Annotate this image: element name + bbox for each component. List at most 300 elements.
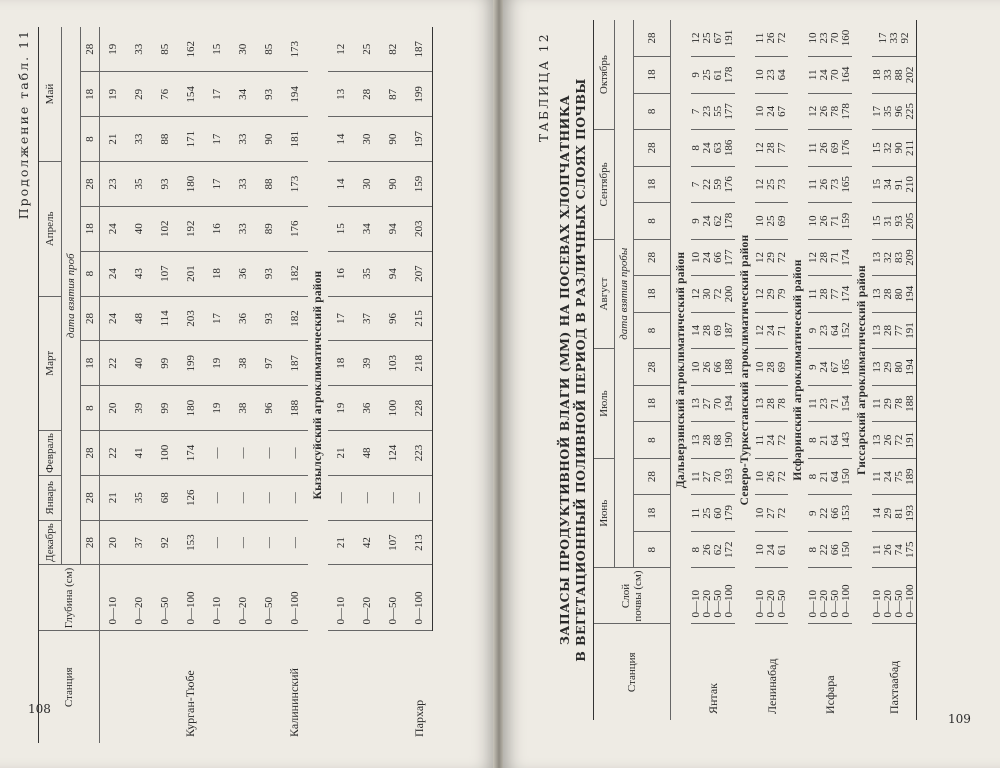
value-cell: 14 xyxy=(328,162,354,207)
depth-cell: 0—10 xyxy=(328,565,354,631)
page-number-left: 108 xyxy=(28,702,51,716)
depth-cell: 0—20 xyxy=(230,565,256,631)
table-row xyxy=(691,20,735,720)
value-cell: — xyxy=(354,475,380,520)
sampling-label: дата взятия проб xyxy=(62,27,81,565)
day-header: 28 xyxy=(81,475,100,520)
value-cell: 17 33 92 xyxy=(872,20,917,57)
value-cell: 11 24 70 164 xyxy=(808,57,852,94)
value-cell: 40 xyxy=(126,206,152,251)
value-cell: 187 xyxy=(282,341,308,386)
month-header: Февраль xyxy=(39,431,62,476)
value-cell: 10 27 72 xyxy=(755,495,788,532)
value-cell: 9 24 62 178 xyxy=(691,203,735,240)
month-header: Декабрь xyxy=(39,520,62,565)
value-cell: 85 xyxy=(256,27,282,72)
value-cell: 8 26 62 172 xyxy=(691,531,735,568)
value-cell: 103 xyxy=(380,341,406,386)
page-number-right: 109 xyxy=(948,712,971,726)
day-header: 28 xyxy=(81,162,100,207)
value-cell: 35 xyxy=(126,162,152,207)
value-cell: 93 xyxy=(256,251,282,296)
day-header: 8 xyxy=(634,312,671,349)
value-cell: 17 xyxy=(328,296,354,341)
value-cell: 11 23 71 154 xyxy=(808,385,852,422)
value-cell: — xyxy=(282,520,308,565)
value-cell: 33 xyxy=(230,162,256,207)
value-cell: 223 xyxy=(406,431,433,476)
value-cell: 188 xyxy=(282,386,308,431)
value-cell: 10 24 67 xyxy=(755,93,788,130)
value-cell: 180 xyxy=(178,386,204,431)
value-cell: 25 xyxy=(354,27,380,72)
value-cell: 201 xyxy=(178,251,204,296)
region-row xyxy=(852,20,872,720)
day-header: 28 xyxy=(634,349,671,386)
value-cell: 19 xyxy=(328,386,354,431)
value-cell: 100 xyxy=(380,386,406,431)
month-header: Июль xyxy=(594,349,615,459)
value-cell: 36 xyxy=(230,251,256,296)
depth-cell: 0—100 xyxy=(178,565,204,631)
value-cell: — xyxy=(328,475,354,520)
day-header: 28 xyxy=(81,520,100,565)
value-cell: 213 xyxy=(406,520,433,565)
value-cell: 29 xyxy=(126,72,152,117)
table-caption-line2: В ВЕГЕТАЦИОННЫЙ ПОЛИВНОЙ ПЕРИОД В РАЗЛИЧНЫХ СЛОЯХ ПОЧВЫ xyxy=(573,78,588,662)
layer-cell: 0—10 0—20 0—50 xyxy=(755,568,788,624)
table-11-continued xyxy=(38,27,433,743)
value-cell: 12 28 77 xyxy=(755,130,788,167)
value-cell: 13 28 77 191 xyxy=(872,312,917,349)
day-header: 8 xyxy=(634,531,671,568)
value-cell: 182 xyxy=(282,251,308,296)
value-cell: 13 29 80 194 xyxy=(872,349,917,386)
value-cell: 218 xyxy=(406,341,433,386)
value-cell: 8 22 66 150 xyxy=(808,531,852,568)
value-cell: 15 32 90 211 xyxy=(872,130,917,167)
value-cell: 10 23 64 xyxy=(755,57,788,94)
value-cell: 171 xyxy=(178,117,204,162)
value-cell: 43 xyxy=(126,251,152,296)
value-cell: 16 xyxy=(328,251,354,296)
station-name: Пахтаабад xyxy=(872,624,917,720)
value-cell: 10 25 69 xyxy=(755,203,788,240)
value-cell: 154 xyxy=(178,72,204,117)
value-cell: 15 xyxy=(328,206,354,251)
value-cell: 38 xyxy=(230,386,256,431)
value-cell: 215 xyxy=(406,296,433,341)
day-header: 8 xyxy=(81,117,100,162)
value-cell: 96 xyxy=(256,386,282,431)
value-cell: 21 xyxy=(100,117,127,162)
day-header: 18 xyxy=(81,206,100,251)
value-cell: 34 xyxy=(354,206,380,251)
value-cell: 99 xyxy=(152,386,178,431)
day-header: 8 xyxy=(81,386,100,431)
value-cell: 90 xyxy=(256,117,282,162)
value-cell: 153 xyxy=(178,520,204,565)
value-cell: 15 xyxy=(204,27,230,72)
value-cell: 96 xyxy=(380,296,406,341)
value-cell: 18 xyxy=(204,251,230,296)
value-cell: 7 23 55 177 xyxy=(691,93,735,130)
value-cell: 15 31 93 205 xyxy=(872,203,917,240)
value-cell: 12 28 71 174 xyxy=(808,239,852,276)
value-cell: 90 xyxy=(380,117,406,162)
value-cell: 9 23 64 152 xyxy=(808,312,852,349)
region-title: Гиссарский агроклиматический район xyxy=(856,265,868,475)
value-cell: 68 xyxy=(152,475,178,520)
value-cell: 37 xyxy=(354,296,380,341)
value-cell: 173 xyxy=(282,27,308,72)
value-cell: — xyxy=(204,431,230,476)
value-cell: 207 xyxy=(406,251,433,296)
value-cell: 17 xyxy=(204,296,230,341)
value-cell: 33 xyxy=(126,117,152,162)
day-header: 18 xyxy=(634,385,671,422)
value-cell: 174 xyxy=(178,431,204,476)
value-cell: — xyxy=(380,475,406,520)
value-cell: 21 xyxy=(328,520,354,565)
value-cell: — xyxy=(256,475,282,520)
depth-cell: 0—100 xyxy=(282,565,308,631)
table-row xyxy=(328,27,354,743)
value-cell: 19 xyxy=(204,341,230,386)
depth-cell: 0—20 xyxy=(126,565,152,631)
value-cell: 9 25 61 178 xyxy=(691,57,735,94)
value-cell: 88 xyxy=(152,117,178,162)
sampling-label: дата взятия пробы xyxy=(615,20,634,568)
value-cell: 19 xyxy=(204,386,230,431)
value-cell: 12 xyxy=(328,27,354,72)
region-title: Дальверзинский агроклиматический район xyxy=(675,251,687,489)
table-row xyxy=(808,20,852,720)
value-cell: 159 xyxy=(406,162,433,207)
value-cell: 197 xyxy=(406,117,433,162)
layer-cell: 0—10 0—20 0—50 0—100 xyxy=(808,568,852,624)
value-cell: 39 xyxy=(354,341,380,386)
value-cell: 19 xyxy=(100,72,127,117)
value-cell: 16 xyxy=(204,206,230,251)
value-cell: 33 xyxy=(126,27,152,72)
value-cell: 13 28 68 190 xyxy=(691,422,735,459)
value-cell: 39 xyxy=(126,386,152,431)
value-cell: 12 24 71 xyxy=(755,312,788,349)
col-layer: Слой почвы (см) xyxy=(594,568,671,624)
value-cell: 11 29 78 188 xyxy=(872,385,917,422)
value-cell: 21 xyxy=(100,475,127,520)
value-cell: 94 xyxy=(380,251,406,296)
value-cell: 76 xyxy=(152,72,178,117)
value-cell: 187 xyxy=(406,27,433,72)
value-cell: 10 23 70 160 xyxy=(808,20,852,57)
value-cell: 114 xyxy=(152,296,178,341)
region-row xyxy=(788,20,808,720)
value-cell: 11 26 69 176 xyxy=(808,130,852,167)
day-header: 18 xyxy=(634,166,671,203)
value-cell: 14 28 69 187 xyxy=(691,312,735,349)
value-cell: 102 xyxy=(152,206,178,251)
value-cell: 30 xyxy=(354,117,380,162)
region-row xyxy=(671,20,692,720)
value-cell: 23 xyxy=(100,162,127,207)
value-cell: 93 xyxy=(152,162,178,207)
value-cell: 99 xyxy=(152,341,178,386)
col-depth: Глубина (см) xyxy=(39,565,100,631)
value-cell: — xyxy=(204,520,230,565)
day-header: 18 xyxy=(634,276,671,313)
value-cell: 10 26 71 159 xyxy=(808,203,852,240)
station-name: Пархар xyxy=(411,699,426,737)
value-cell: 40 xyxy=(126,341,152,386)
month-header: Сентябрь xyxy=(594,130,615,240)
value-cell: 93 xyxy=(256,72,282,117)
value-cell: 199 xyxy=(406,72,433,117)
value-cell: — xyxy=(204,475,230,520)
day-header: 8 xyxy=(81,251,100,296)
value-cell: 12 25 67 191 xyxy=(691,20,735,57)
value-cell: 192 xyxy=(178,206,204,251)
month-header: Январь xyxy=(39,475,62,520)
value-cell: 173 xyxy=(282,162,308,207)
value-cell: 33 xyxy=(230,117,256,162)
value-cell: 8 21 64 143 xyxy=(808,422,852,459)
value-cell: 15 34 91 210 xyxy=(872,166,917,203)
value-cell: 13 32 83 209 xyxy=(872,239,917,276)
value-cell: — xyxy=(230,520,256,565)
right-rotated-content xyxy=(531,20,986,720)
value-cell: 8 24 63 186 xyxy=(691,130,735,167)
value-cell: 14 xyxy=(328,117,354,162)
value-cell: 199 xyxy=(178,341,204,386)
value-cell: 38 xyxy=(230,341,256,386)
value-cell: 162 xyxy=(178,27,204,72)
station-name: Ленинабад xyxy=(764,658,779,714)
value-cell: 18 33 88 202 xyxy=(872,57,917,94)
value-cell: 92 xyxy=(152,520,178,565)
value-cell: 97 xyxy=(256,341,282,386)
value-cell: 126 xyxy=(178,475,204,520)
day-header: 28 xyxy=(634,20,671,57)
value-cell: 11 26 73 165 xyxy=(808,166,852,203)
table-12 xyxy=(593,20,917,720)
left-page xyxy=(0,0,495,768)
value-cell: 35 xyxy=(126,475,152,520)
value-cell: 48 xyxy=(354,431,380,476)
value-cell: 9 24 67 165 xyxy=(808,349,852,386)
depth-cell: 0—20 xyxy=(354,565,380,631)
value-cell: 11 27 70 193 xyxy=(691,458,735,495)
day-header: 28 xyxy=(634,130,671,167)
value-cell: 17 xyxy=(204,117,230,162)
day-header: 18 xyxy=(634,57,671,94)
value-cell: 12 26 78 178 xyxy=(808,93,852,130)
day-header: 18 xyxy=(81,72,100,117)
value-cell: 18 xyxy=(328,341,354,386)
day-header: 8 xyxy=(634,422,671,459)
value-cell: 194 xyxy=(282,72,308,117)
value-cell: 22 xyxy=(100,431,127,476)
value-cell: 88 xyxy=(256,162,282,207)
depth-cell: 0—100 xyxy=(406,565,433,631)
value-cell: 41 xyxy=(126,431,152,476)
value-cell: 107 xyxy=(152,251,178,296)
value-cell: 182 xyxy=(282,296,308,341)
value-cell: 14 29 81 193 xyxy=(872,495,917,532)
value-cell: 11 24 75 189 xyxy=(872,458,917,495)
value-cell: 203 xyxy=(178,296,204,341)
depth-cell: 0—10 xyxy=(100,565,127,631)
region-row xyxy=(735,20,755,720)
value-cell: 36 xyxy=(354,386,380,431)
value-cell: 11 28 77 174 xyxy=(808,276,852,313)
station-name: Исфара xyxy=(823,675,837,714)
depth-cell: 0—10 xyxy=(204,565,230,631)
value-cell: 107 xyxy=(380,520,406,565)
value-cell: 11 24 72 xyxy=(755,422,788,459)
station-name: Калининский xyxy=(287,668,301,737)
value-cell: 90 xyxy=(380,162,406,207)
table-label: ТАБЛИЦА 12 xyxy=(537,32,551,143)
value-cell: 17 35 96 225 xyxy=(872,93,917,130)
value-cell: 10 24 61 xyxy=(755,531,788,568)
day-header: 8 xyxy=(634,203,671,240)
day-header: 28 xyxy=(81,27,100,72)
value-cell: 181 xyxy=(282,117,308,162)
value-cell: 24 xyxy=(100,296,127,341)
month-header: Октябрь xyxy=(594,20,615,130)
value-cell: 12 29 72 xyxy=(755,239,788,276)
day-header: 18 xyxy=(81,341,100,386)
continuation-label: Продолжение табл. 11 xyxy=(16,29,31,220)
value-cell: 20 xyxy=(100,520,127,565)
value-cell: 36 xyxy=(230,296,256,341)
value-cell: 24 xyxy=(100,206,127,251)
value-cell: — xyxy=(256,520,282,565)
value-cell: 48 xyxy=(126,296,152,341)
value-cell: 17 xyxy=(204,72,230,117)
table-row xyxy=(100,27,127,743)
value-cell: 34 xyxy=(230,72,256,117)
value-cell: 11 26 74 175 xyxy=(872,531,917,568)
station-name: Янтак xyxy=(706,683,720,714)
value-cell: — xyxy=(406,475,433,520)
value-cell: 93 xyxy=(256,296,282,341)
depth-cell: 0—50 xyxy=(380,565,406,631)
month-header: Июнь xyxy=(594,458,615,568)
value-cell: 12 25 73 xyxy=(755,166,788,203)
left-rotated-content xyxy=(14,23,484,745)
col-station: Станция xyxy=(39,631,100,743)
day-header: 28 xyxy=(81,431,100,476)
value-cell: 7 22 59 176 xyxy=(691,166,735,203)
value-cell: 17 xyxy=(204,162,230,207)
value-cell: 203 xyxy=(406,206,433,251)
region-title: Северо-Туркестанский агроклиматический район xyxy=(739,234,751,506)
value-cell: 35 xyxy=(354,251,380,296)
day-header: 18 xyxy=(634,495,671,532)
day-header: 28 xyxy=(634,239,671,276)
value-cell: 22 xyxy=(100,341,127,386)
depth-cell: 0—50 xyxy=(152,565,178,631)
value-cell: 21 xyxy=(328,431,354,476)
value-cell: 82 xyxy=(380,27,406,72)
value-cell: 89 xyxy=(256,206,282,251)
value-cell: 13 27 70 194 xyxy=(691,385,735,422)
value-cell: — xyxy=(230,475,256,520)
col-station: Станция xyxy=(594,624,671,720)
table-row xyxy=(755,20,788,720)
value-cell: 124 xyxy=(380,431,406,476)
value-cell: — xyxy=(282,475,308,520)
value-cell: 42 xyxy=(354,520,380,565)
region-row xyxy=(308,27,328,743)
value-cell: 12 30 72 200 xyxy=(691,276,735,313)
month-header: Август xyxy=(594,239,615,349)
value-cell: 87 xyxy=(380,72,406,117)
table-row xyxy=(872,20,917,720)
value-cell: 19 xyxy=(100,27,127,72)
value-cell: 180 xyxy=(178,162,204,207)
value-cell: 12 29 79 xyxy=(755,276,788,313)
value-cell: 228 xyxy=(406,386,433,431)
value-cell: 13 26 72 191 xyxy=(872,422,917,459)
value-cell: 8 21 64 150 xyxy=(808,458,852,495)
table-row xyxy=(204,27,230,743)
value-cell: 13 28 80 194 xyxy=(872,276,917,313)
value-cell: 10 26 72 xyxy=(755,458,788,495)
region-title: Исфаринский агроклиматический район xyxy=(792,259,804,481)
region-title: Кызылсуйский агроклиматический район xyxy=(312,270,324,500)
value-cell: 30 xyxy=(354,162,380,207)
value-cell: 13 xyxy=(328,72,354,117)
value-cell: 85 xyxy=(152,27,178,72)
month-header: Май xyxy=(39,27,62,162)
value-cell: — xyxy=(230,431,256,476)
value-cell: 10 24 66 177 xyxy=(691,239,735,276)
layer-cell: 0—10 0—20 0—50 0—100 xyxy=(691,568,735,624)
header-row-months xyxy=(39,27,62,743)
day-header: 28 xyxy=(634,458,671,495)
value-cell: 11 26 72 xyxy=(755,20,788,57)
value-cell: 33 xyxy=(230,206,256,251)
value-cell: — xyxy=(282,431,308,476)
value-cell: 176 xyxy=(282,206,308,251)
value-cell: 10 26 66 188 xyxy=(691,349,735,386)
day-header: 28 xyxy=(81,296,100,341)
value-cell: 9 22 66 153 xyxy=(808,495,852,532)
value-cell: 94 xyxy=(380,206,406,251)
station-name: Курган-Тюбе xyxy=(183,670,197,737)
value-cell: — xyxy=(256,431,282,476)
value-cell: 30 xyxy=(230,27,256,72)
value-cell: 37 xyxy=(126,520,152,565)
month-header: Март xyxy=(39,296,62,430)
header-row-months xyxy=(594,20,615,720)
value-cell: 100 xyxy=(152,431,178,476)
right-page xyxy=(503,0,1000,768)
depth-cell: 0—50 xyxy=(256,565,282,631)
layer-cell: 0—10 0—20 0—50 0—100 xyxy=(872,568,917,624)
value-cell: 13 28 78 xyxy=(755,385,788,422)
day-header: 8 xyxy=(634,93,671,130)
value-cell: 11 25 60 179 xyxy=(691,495,735,532)
table-caption-line1: ЗАПАСЫ ПРОДУКТИВНОЙ ВЛАГИ (ММ) НА ПОСЕВАХ ХЛОПЧАТНИКА xyxy=(557,94,572,646)
month-header: Апрель xyxy=(39,162,62,296)
value-cell: 20 xyxy=(100,386,127,431)
value-cell: 10 28 69 xyxy=(755,349,788,386)
